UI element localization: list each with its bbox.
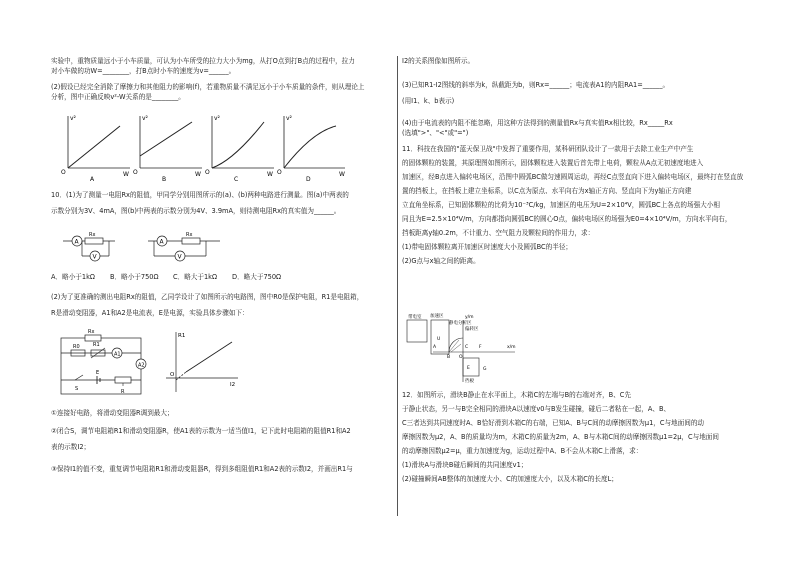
text-line: (2)为了更准确的测出电阻Rx的阻值，乙同学设计了如图所示的电路图，图中R0是保护电阻，R1是电阻箱， — [51, 293, 364, 301]
q11-sub2: (2)G点与x轴之间的距离。 — [402, 257, 480, 265]
q10-part2-text — [51, 292, 396, 318]
column-divider — [397, 56, 398, 516]
q12-sub2: (2)碰撞瞬间AB整体的加速度大小、C的加速度大小，以及木箱C的长度L； — [402, 475, 618, 483]
graph-label: D — [306, 176, 311, 182]
axis-i2: I2 — [230, 382, 236, 388]
label-u: U — [437, 337, 441, 342]
text-line: 11．科技在我国的"蓝天保卫战"中发挥了重要作用，某科研团队设计了一款用于去除工业生产中产生 — [402, 145, 694, 153]
label-c: C — [465, 345, 469, 350]
label-x-axis: x/m — [507, 345, 516, 350]
text-line: 12．如图所示，滑块B静止在水平面上，木箱C的左端与B的右端对齐，B、C先 — [402, 391, 631, 399]
graph-label: C — [234, 176, 239, 182]
axis-origin: O — [205, 169, 210, 176]
text-line: (4)由于电流表的内阻不能忽略，用这种方法得到的测量值Rx与真实值Rx相比较，Rx_____Rx — [402, 119, 673, 127]
particle-device-figure — [403, 312, 523, 384]
label-daidianshi: 带电室 — [408, 315, 422, 320]
ammeter-label: A — [159, 238, 164, 246]
text-line: (选填">"、"<"或"=") — [402, 129, 469, 137]
label-pianzhuan: 偏转区 — [465, 327, 479, 332]
text-line: C三者达到共同速度时A、B恰好滑到木箱C的右端，已知A、B与C间的动摩擦因数为μ1，C与地面间的动 — [402, 419, 705, 427]
choice-a[interactable]: A．略小于1kΩ — [51, 273, 95, 281]
choice-d[interactable]: D．略大于750Ω — [232, 273, 282, 281]
text-line: 立直角坐标系，已知固体颗粒的比荷为10⁻³C/kg，加速区的电压为U=2×10⁴V，圆弧BC上各点的场强大小相 — [402, 201, 720, 209]
text-line: (2)假设已经完全消除了摩擦力和其他阻力的影响(f)，若重物质量不满足远小于小车质量的条件，则从理论上 — [51, 83, 365, 91]
text-line: R是滑动变阻器，A1和A2是电流表，E是电源，实验具体步骤如下： — [51, 309, 249, 317]
s-label: S — [75, 386, 79, 392]
graph-d — [277, 115, 345, 182]
rx-label: Rx — [88, 329, 95, 335]
resistor-label: Rx — [186, 232, 193, 238]
resistor-label: Rx — [89, 232, 96, 238]
text-line: 于静止状态，另一与B完全相同的滑块A以速度v0与B发生碰撞，碰后二者粘在一起，A、B、 — [402, 405, 671, 413]
step-2b: 表的示数I2； — [51, 443, 91, 451]
r1-i2-graph — [162, 328, 242, 400]
axis-r1: R1 — [178, 333, 186, 339]
axis-label-w: W — [339, 171, 345, 178]
label-b: B — [447, 355, 451, 360]
circuit-b — [148, 232, 220, 261]
graph-a — [61, 115, 130, 182]
r-label: R — [121, 389, 125, 395]
ammeter-label: A — [74, 238, 79, 246]
axis-origin: O — [170, 372, 175, 378]
q11-sub1: (1)带电固体颗粒离开加速区时速度大小及圆弧BC的半径； — [402, 243, 573, 251]
axis-label-w: W — [123, 171, 129, 178]
step-1: ①连接好电路，将滑动变阻器R调到最大； — [51, 409, 174, 417]
label-jingdian: 静电分析区 — [449, 321, 472, 326]
e-label: E — [96, 370, 100, 376]
axis-origin: O — [133, 169, 138, 176]
step-3: ③保持I1的值不变，重复调节电阻箱R1和滑动变阻器R，得到多组阻值R1和A2表的示数I2，并画出R1与 — [51, 465, 353, 473]
text-line: 挡板距离y轴0.2m，不计重力、空气阻力及颗粒间的作用力，求： — [402, 229, 595, 237]
voltmeter-label: V — [177, 253, 182, 261]
label-f: F — [479, 345, 482, 350]
q10-steps — [51, 408, 396, 474]
circuit-a — [63, 232, 115, 261]
circuit-a-b — [55, 228, 280, 264]
axis-label-v2: v² — [286, 115, 292, 122]
a1-label: A1 — [114, 351, 121, 358]
choice-b[interactable]: B．略小于750Ω — [110, 273, 159, 281]
text-line: (用I1、k、b表示) — [402, 97, 455, 105]
axis-label-v2: v² — [214, 115, 220, 122]
graph-label: B — [162, 176, 167, 182]
text-line: 的固体颗粒的装置，其原理图如图所示，固体颗粒进入装置后首先带上电荷，颗粒从A点无初速度地进入 — [402, 159, 704, 167]
label-e: E — [467, 366, 470, 371]
text-line: 分析，图中正确反映v²-W关系的是________。 — [51, 93, 185, 101]
text-line: 示数分别为3V、4mA，图(b)中两表的示数分别为4V、3.9mA，则待测电阻Rx的真实值为______。 — [51, 207, 341, 215]
text-line: 对小车做的功W=________，打B点时小车的速度为v=______。 — [51, 67, 236, 75]
label-g: G — [483, 367, 487, 372]
text-line: (3)已知R1-I2图线的斜率为k，纵截距为b，则Rx=______；电流表A1的内阻RA1=______。 — [402, 81, 670, 89]
text-line: 10．(1)为了测量一电阻Rx的阻值，甲同学分别用图所示的(a)、(b)两种电路进行测量。图(a)中两表的 — [51, 191, 349, 199]
choice-c[interactable]: C．略大于1kΩ — [173, 273, 218, 281]
circuit-2 — [55, 328, 155, 400]
step-2: ②闭合S，调节电阻箱R1和滑动变阻器R，使A1表的示数为一适当值I1，记下此时电阻箱的阻值R1和A2 — [51, 427, 351, 435]
q12-sub1: (1)滑块A与滑块B碰后瞬间的共同速度v1； — [402, 461, 528, 469]
text-line: 置的挡板上，在挡板上建立坐标系，以C点为原点、水平向右为x轴正方向、竖直向下为y轴正方向建 — [402, 187, 692, 195]
text-line: 摩擦因数为μ2，A、B的质量均为m，木箱C的质量为2m，A、B与木箱C间的动摩擦因数μ1=2μ，C与地面间 — [402, 433, 719, 441]
axis-label-w: W — [195, 171, 201, 178]
left-column — [51, 56, 396, 102]
axis-label-w: W — [267, 171, 273, 178]
voltmeter-label: V — [92, 253, 97, 261]
q12-text — [402, 390, 747, 484]
axis-origin: O — [61, 169, 66, 176]
graph-b — [133, 115, 202, 182]
graph-label: A — [90, 176, 95, 182]
axis-label-v2: v² — [142, 115, 148, 122]
r1-label: R1 — [93, 342, 100, 348]
label-a: A — [433, 345, 437, 350]
text-line: 实验中，重物质量远小于小车质量，可认为小车所受的拉力大小为mg，从打O点到打B点的过程中，拉力 — [51, 57, 355, 65]
label-o: O — [459, 355, 463, 360]
r0-label: R0 — [73, 344, 80, 350]
a2-label: A2 — [138, 362, 145, 369]
v2-w-graphs — [55, 112, 345, 182]
axis-origin: O — [277, 169, 282, 176]
text-line: I2的关系图像如图所示。 — [402, 57, 475, 65]
text-line: 的动摩擦因数μ2=μ，重力加速度为g，运动过程中A、B不会从木箱C上滑落，求： — [402, 447, 643, 455]
label-jiasu: 加速区 — [430, 314, 444, 319]
axis-label-v2: v² — [70, 115, 76, 122]
text-line: 加速区，经B点进入偏转电场区，沿图中圆弧BC做匀速圆周运动，再经C点竖直向下进入偏转电场区，最终打在竖直放 — [402, 173, 744, 181]
q10-text — [51, 190, 396, 216]
right-column — [402, 56, 747, 266]
graph-c — [205, 115, 274, 182]
label-dangban: 挡板 — [465, 379, 474, 384]
text-line: 同且为E=2.5×10⁴V/m，方向都指向圆弧BC的圆心O点，偏转电场区的场强为E0=4×10⁴V/m，方向水平向右， — [402, 215, 732, 223]
label-y-axis: y/m — [465, 315, 474, 320]
